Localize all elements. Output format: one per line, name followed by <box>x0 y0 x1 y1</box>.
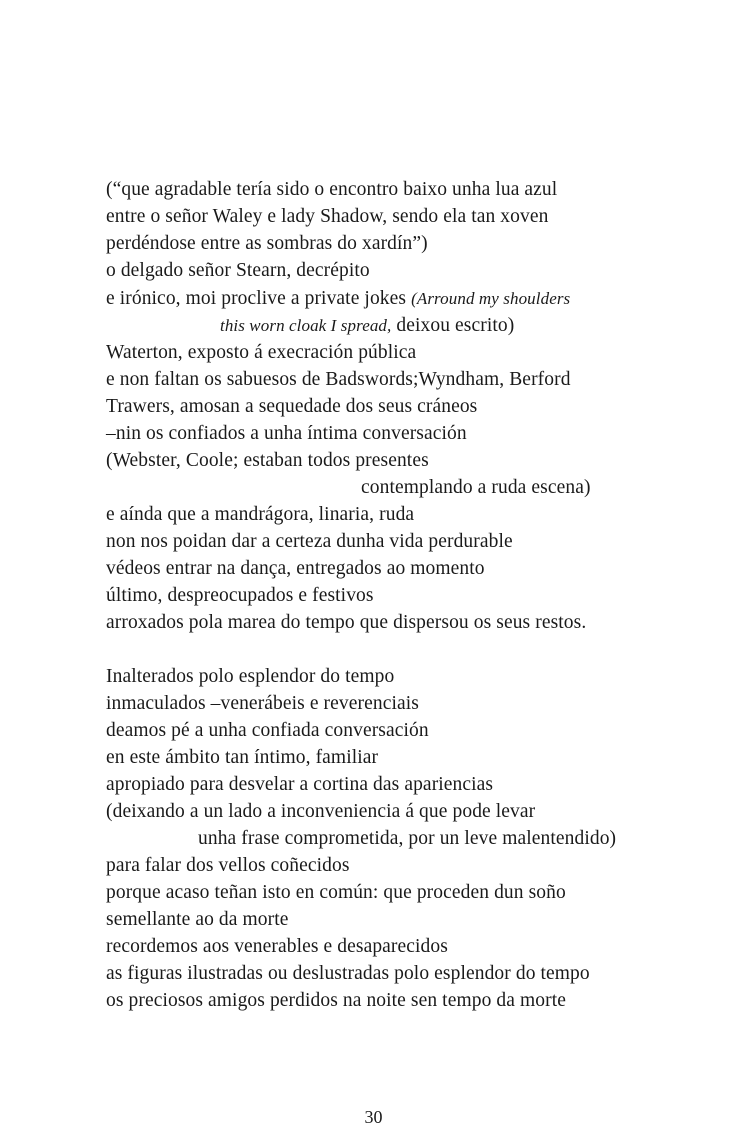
poem-line: Waterton, exposto á execración pública <box>106 342 417 363</box>
poem-line: e aínda que a mandrágora, linaria, ruda <box>106 504 415 525</box>
poem-line: contemplando a ruda escena) <box>361 477 591 498</box>
poem-line: o delgado señor Stearn, decrépito <box>106 260 370 281</box>
poem-line <box>220 313 514 339</box>
poem-line: entre o señor Waley e lady Shadow, sendo ela tan xoven <box>106 206 549 227</box>
poem-line <box>106 286 570 312</box>
poem-line: as figuras ilustradas ou deslustradas polo esplendor do tempo <box>106 963 590 984</box>
poem-line: apropiado para desvelar a cortina das apariencias <box>106 774 494 795</box>
poem-line: Trawers, amosan a sequedade dos seus cráneos <box>106 396 478 417</box>
page-number: 30 <box>364 1107 383 1127</box>
poem-quote-italic: this worn cloak I spread, <box>220 316 392 335</box>
poem-line: deamos pé a unha confiada conversación <box>106 720 429 741</box>
poem-line: recordemos aos venerables e desaparecidos <box>106 936 448 957</box>
poem-text: deixou escrito) <box>396 315 515 336</box>
poem-line: –nin os confiados a unha íntima conversación <box>106 423 467 444</box>
poem-line: porque acaso teñan isto en común: que proceden dun soño <box>106 882 566 903</box>
poem-line: semellante ao da morte <box>106 909 289 930</box>
poem-line: Inalterados polo esplendor do tempo <box>106 666 395 687</box>
poem-text: e irónico, moi proclive a private jokes <box>106 288 407 309</box>
poem-line: inmaculados –venerábeis e reverenciais <box>106 693 419 714</box>
poem-line: en este ámbito tan íntimo, familiar <box>106 747 379 768</box>
poem-line: último, despreocupados e festivos <box>106 585 374 606</box>
poem-line: arroxados pola marea do tempo que dispersou os seus restos. <box>106 612 587 633</box>
poem-line: non nos poidan dar a certeza dunha vida perdurable <box>106 531 513 552</box>
poem-line: para falar dos vellos coñecidos <box>106 855 350 876</box>
poem-line: e non faltan os sabuesos de Badswords;Wyndham, Berford <box>106 369 571 390</box>
poem-line: (deixando a un lado a inconveniencia á que pode levar <box>106 801 536 822</box>
poem-line: unha frase comprometida, por un leve malentendido) <box>198 828 617 849</box>
poem-quote-italic: (Arround my shoulders <box>411 289 571 308</box>
poem-line: perdéndose entre as sombras do xardín”) <box>106 233 428 254</box>
poem-line: (Webster, Coole; estaban todos presentes <box>106 450 429 471</box>
poem-line: os preciosos amigos perdidos na noite sen tempo da morte <box>106 990 566 1011</box>
poem-line: védeos entrar na dança, entregados ao momento <box>106 558 485 579</box>
poem-line: (“que agradable tería sido o encontro baixo unha lua azul <box>106 179 558 200</box>
